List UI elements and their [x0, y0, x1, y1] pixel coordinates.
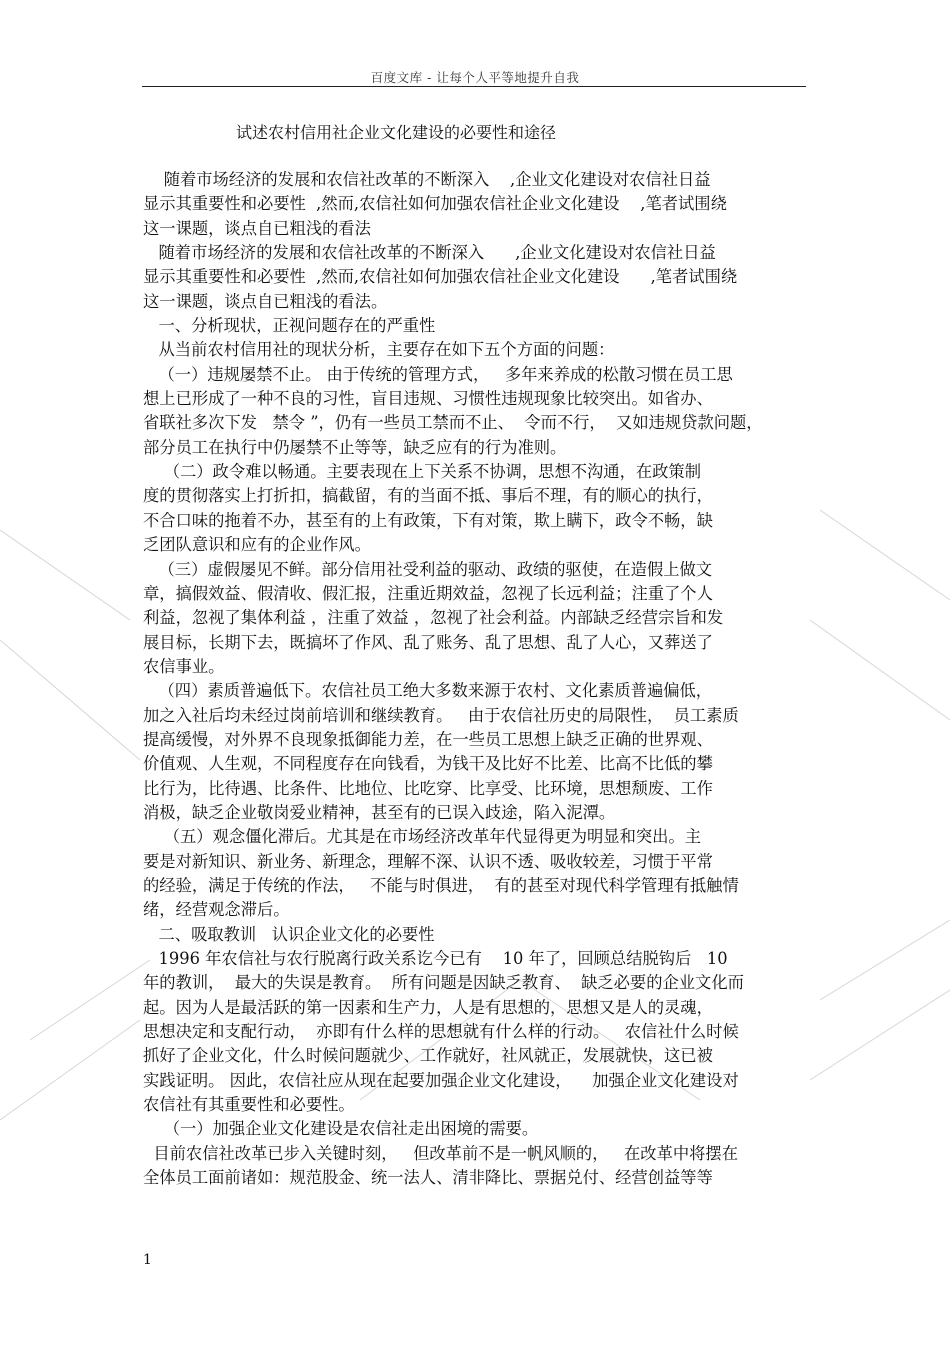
text-line: 度的贯彻落实上打折扣，搞截留，有的当面不抵、事后不理，有的顺心的执行， [143, 486, 713, 506]
text-line: 显示其重要性和必要性 ,然而,农信社如何加强农信社企业文化建设 ,笔者试围绕 [143, 267, 738, 287]
text-line: 随着市场经济的发展和农信社改革的不断深入 ,企业文化建设对农信社日益 [143, 243, 716, 263]
text-line: 农信社有其重要性和必要性。 [143, 1095, 355, 1115]
text-line: 的经验，满足于传统的作法， 不能与时俱进， 有的甚至对现代科学管理有抵触情 [143, 875, 739, 895]
text-line: 起。因为人是最活跃的第一因素和生产力，人是有思想的，思想又是人的灵魂， [143, 997, 713, 1017]
text-line: 从当前农村信用社的现状分析，主要存在如下五个方面的问题： [143, 340, 615, 360]
text-line: 提高缓慢，对外界不良现象抵御能力差，在一些员工思想上缺乏正确的世界观、 [143, 729, 713, 749]
text-line: 利益，忽视了集体利益 ，注重了效益 ，忽视了社会利益。内部缺乏经营宗旨和发 [143, 608, 724, 628]
text-line: 绪，经营观念滞后。 [143, 900, 290, 920]
text-line: （三）虚假屡见不鲜。部分信用社受利益的驱动、政绩的驱使，在造假上做文 [143, 559, 713, 579]
text-line: 实践证明。 因此，农信社应从现在起要加强企业文化建设， 加强企业文化建设对 [143, 1070, 739, 1090]
text-line: （一）加强企业文化建设是农信社走出困境的需要。 [143, 1119, 539, 1139]
text-line: 比行为，比待遇、比条件、比地位、比吃穿、比享受、比环境，思想颓废、工作 [143, 778, 713, 798]
page-number: 1 [143, 1252, 152, 1268]
header-divider [142, 86, 806, 87]
document-body [143, 168, 807, 1190]
text-line: 这一课题，谈点自已粗浅的看法。 [143, 291, 388, 311]
text-line: 乏团队意识和应有的企业作风。 [143, 535, 371, 555]
text-line: 年的教训， 最大的失误是教育。 所有问题是因缺乏教育、 缺乏必要的企业文化而 [143, 973, 744, 993]
text-line: 显示其重要性和必要性 ,然而,农信社如何加强农信社企业文化建设 ,笔者试围绕 [143, 194, 727, 214]
text-line: 部分员工在执行中仍屡禁不止等等，缺乏应有的行为准则。 [143, 437, 567, 457]
text-line: 省联社多次下发 禁令 ”，仍有一些员工禁而不止、 令而不行， 又如违规贷款问题， [143, 413, 763, 433]
text-line: 展目标，长期下去，既搞坏了作风、乱了账务、乱了思想、乱了人心，又葬送了 [143, 632, 713, 652]
text-line: 抓好了企业文化，什么时候问题就少、工作就好，社风就正，发展就快，这已被 [143, 1046, 713, 1066]
text-line: 要是对新知识、新业务、新理念，理解不深、认识不透、吸收较差，习惯于平常 [143, 851, 713, 871]
text-line: （二）政令难以畅通。主要表现在上下关系不协调，思想不沟通，在政策制 [143, 462, 701, 482]
text-line: 消极，缺乏企业敬岗爱业精神，甚至有的已误入歧途，陷入泥潭。 [143, 802, 616, 822]
text-line: 想上已形成了一种不良的习性，盲目违规、习惯性违规现象比较突出。如省办、 [143, 389, 713, 409]
text-line: 这一课题，谈点自已粗浅的看法 [143, 218, 371, 238]
text-line: （五）观念僵化滞后。尤其是在市场经济改革年代显得更为明显和突出。主 [143, 827, 701, 847]
text-line: 1996 年农信社与农行脱离行政关系讫今已有 10 年了，回顾总结脱钩后 10 [143, 949, 728, 968]
text-line: （一）违规屡禁不止。 由于传统的管理方式， 多年来养成的松散习惯在员工思 [143, 364, 733, 384]
section-heading: 二、吸取教训 认识企业文化的必要性 [143, 924, 435, 944]
text-line: 目前农信社改革已步入关键时刻， 但改革前不是一帆风顺的， 在改革中将摆在 [143, 1143, 738, 1163]
text-line: 不合口味的拖着不办，甚至有的上有政策，下有对策，欺上瞒下，政令不畅，缺 [143, 510, 713, 530]
page-header: 百度文库 - 让每个人平等地提升自我 [370, 70, 580, 85]
section-heading: 一、分析现状，正视问题存在的严重性 [143, 316, 436, 336]
text-line: 思想决定和支配行动， 亦即有什么样的思想就有什么样的行动。 农信社什么时候 [143, 1022, 739, 1042]
document-title: 试述农村信用社企业文化建设的必要性和途径 [236, 123, 557, 142]
text-line: 价值观、人生观，不同程度存在向钱看，为钱干及比好不比差、比高不比低的攀 [143, 754, 713, 774]
text-line: 加之入社后均未经过岗前培训和继续教育。 由于农信社历史的局限性， 员工素质 [143, 705, 739, 725]
text-line: （四）素质普遍低下。农信社员工绝大多数来源于农村、文化素质普遍偏低， [143, 681, 713, 701]
text-line: 随着市场经济的发展和农信社改革的不断深入 ,企业文化建设对农信社日益 [143, 170, 711, 189]
text-line: 章，搞假效益、假清收、假汇报，注重近期效益，忽视了长远利益；注重了个人 [143, 583, 713, 603]
text-line: 全体员工面前诸如：规范股金、统一法人、清非降比、票据兑付、经营创益等等 [143, 1168, 713, 1188]
text-line: 农信事业。 [143, 656, 225, 676]
